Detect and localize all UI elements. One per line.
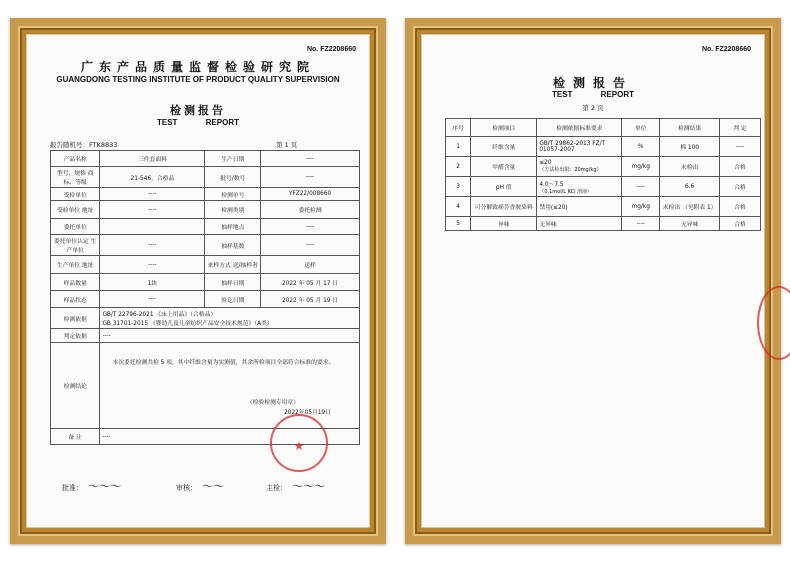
row-result: 6.6: [660, 177, 720, 197]
sample-base: ----: [261, 235, 360, 256]
row-judge: 合格: [720, 197, 761, 217]
label-remark: 备 注: [51, 429, 100, 445]
row-no: 5: [446, 217, 471, 231]
sample-date: 2022 年 05 月 17 日: [261, 274, 360, 291]
row-unit: mg/kg: [622, 157, 660, 177]
basis-line-2: GB 31701-2015 《婴幼儿及儿童纺织产品安全技术规范》（A类）: [102, 321, 273, 327]
results-table: [445, 118, 761, 231]
row-requirement: 无异味: [537, 217, 622, 231]
requirement-value: 4.0～7.5: [539, 181, 564, 188]
page-number: 第 1 页: [276, 141, 298, 149]
inspection-seal: ★: [270, 414, 328, 472]
row-judge: 合格: [720, 157, 761, 177]
header-result: 检测结果: [660, 119, 720, 137]
model-value: 21-546，合格品: [100, 167, 205, 188]
row-unit: mg/kg: [622, 197, 660, 217]
results-header-row: [446, 119, 761, 137]
header-no: 序号: [446, 119, 471, 137]
reviewer-signature: 〜〜: [201, 480, 223, 493]
approve-label: 批准：: [62, 484, 83, 492]
table-row: [446, 177, 761, 197]
done-date: 2022 年 05 月 19 日: [261, 291, 360, 308]
row-result: 未检出: [660, 157, 720, 177]
table-row: [446, 157, 761, 177]
serial-number: No. FZ2208660: [701, 46, 751, 53]
sample-method: 送样: [261, 256, 360, 274]
row-requirement: [537, 157, 622, 177]
basis-line-1: GB/T 22796-2021 《床上用品》（合格品）: [102, 312, 217, 318]
inspector-signature-line: [266, 478, 324, 494]
production-date: ----: [261, 151, 360, 167]
page-number: 第 2 页: [582, 104, 604, 112]
report-title-en: TEST REPORT: [156, 118, 239, 127]
test-basis: [100, 308, 360, 329]
header-judge: 判 定: [720, 119, 761, 137]
product-name: 三件套面料: [100, 151, 205, 167]
row-no: 1: [446, 137, 471, 157]
inspect-no: YFZ22/008660: [261, 188, 360, 201]
header-requirement: 检测依据标准要求: [537, 119, 622, 137]
label-done-date: 验讫日期: [205, 291, 261, 308]
row-result: 无异味: [660, 217, 720, 231]
row-unit: %: [622, 137, 660, 157]
requirement-value: ≤20: [539, 160, 552, 166]
seal-date: 2022年05月19日: [284, 410, 331, 416]
entrust-maker: ----: [100, 235, 205, 256]
report-page-1: [26, 34, 370, 528]
row-result: 未检出 （见附表 1）: [660, 197, 720, 217]
page-edge-seal: [757, 286, 790, 360]
report-title-cn: 检测报告: [170, 104, 226, 117]
requirement-note: （方法检出限：20mg/kg）: [539, 167, 602, 173]
client-address: ----: [100, 201, 205, 219]
report-info-table: [50, 150, 360, 445]
table-row: [446, 137, 761, 157]
row-unit: ----: [622, 177, 660, 197]
row-requirement: [537, 177, 622, 197]
conclusion-cell: [100, 343, 360, 429]
label-product-name: 产品名称: [51, 151, 100, 167]
remark-value: ----: [100, 429, 360, 445]
sample-site: ----: [261, 219, 360, 235]
institute-name-en: GUANGDONG TESTING INSTITUTE OF PRODUCT QUALITY SUPERVISION: [56, 75, 340, 84]
report-title-en: TEST REPORT: [551, 90, 634, 99]
row-no: 2: [446, 157, 471, 177]
row-item: 异味: [471, 217, 537, 231]
row-requirement: 禁用(≤20): [537, 197, 622, 217]
institute-name-cn: 广东产品质量监督检验研究院: [80, 60, 315, 74]
row-result: 棉 100: [660, 137, 720, 157]
inspector-label: 主检：: [266, 484, 287, 492]
report-page-2: [421, 34, 765, 528]
review-label: 审核：: [176, 484, 197, 492]
inspector-signature: 〜〜〜: [291, 480, 324, 493]
label-judge-basis: 判定依据: [51, 329, 100, 343]
approver-signature: 〜〜〜: [87, 480, 120, 493]
row-item: 甲醛含量: [471, 157, 537, 177]
entrust-value: [100, 219, 205, 235]
seal-caption: （检验检测专用章）: [246, 400, 299, 406]
row-item: 可分解致癌芳香胺染料: [471, 197, 537, 217]
label-sample-state: 样品状态: [51, 291, 100, 308]
label-production-date: 生产日期: [205, 151, 261, 167]
label-test-basis: 检测依据: [51, 308, 100, 329]
conclusion-text: 本次委托检测共检 5 项，其中纤维含量为实测值，其余所检项目全部符合标准的要求。: [112, 360, 335, 366]
header-item: 检测项目: [471, 119, 537, 137]
label-sample-base: 抽样基数: [205, 235, 261, 256]
table-row: [446, 217, 761, 231]
approver-signature-line: [62, 478, 120, 494]
header-unit: 单位: [622, 119, 660, 137]
row-item: pH 值: [471, 177, 537, 197]
label-inspect-no: 检测单号: [205, 188, 261, 201]
label-sample-date: 抽样日期: [205, 274, 261, 291]
label-maker: 生产单位 地址: [51, 256, 100, 274]
row-judge: 合格: [720, 217, 761, 231]
label-client: 受检单位: [51, 188, 100, 201]
judge-basis: ----: [100, 329, 360, 343]
label-entrust-maker: 委托单位认定 生产单位: [51, 235, 100, 256]
row-judge: ----: [720, 137, 761, 157]
label-model: 型号、规格 商标、等级: [51, 167, 100, 188]
label-quantity: 样品数量: [51, 274, 100, 291]
row-unit: ----: [622, 217, 660, 231]
reviewer-signature-line: [176, 478, 223, 494]
report-title-cn: 检测报告: [552, 76, 633, 90]
label-conclusion: 检测结论: [51, 343, 100, 429]
serial-number: No. FZ2208660: [306, 46, 356, 53]
left-report-frame: [10, 18, 386, 544]
label-inspect-type: 检测类别: [205, 201, 261, 219]
row-no: 3: [446, 177, 471, 197]
maker-value: ----: [100, 256, 205, 274]
inspect-type: 委托检测: [261, 201, 360, 219]
label-sample-method: 来样方式 送/抽样者: [205, 256, 261, 274]
right-report-frame: [405, 18, 781, 544]
row-no: 4: [446, 197, 471, 217]
requirement-note: （0.1mol/L KCl 溶液）: [539, 188, 593, 195]
quantity-value: 1块: [100, 274, 205, 291]
label-sample-site: 抽样地点: [205, 219, 261, 235]
batch-value: ----: [261, 167, 360, 188]
report-random-no: 报告随机号：FTK8833: [50, 141, 118, 149]
row-item: 纤维含量: [471, 137, 537, 157]
row-judge: 合格: [720, 177, 761, 197]
row-requirement: GB/T 29862-2013 FZ/T 01057-2007: [537, 137, 622, 157]
label-batch: 批号/数号: [205, 167, 261, 188]
table-row: [446, 197, 761, 217]
label-entrust: 委托单位: [51, 219, 100, 235]
client-value: ----: [100, 188, 205, 201]
sample-state: ----: [100, 291, 205, 308]
label-client-address: 受检单位 地址: [51, 201, 100, 219]
